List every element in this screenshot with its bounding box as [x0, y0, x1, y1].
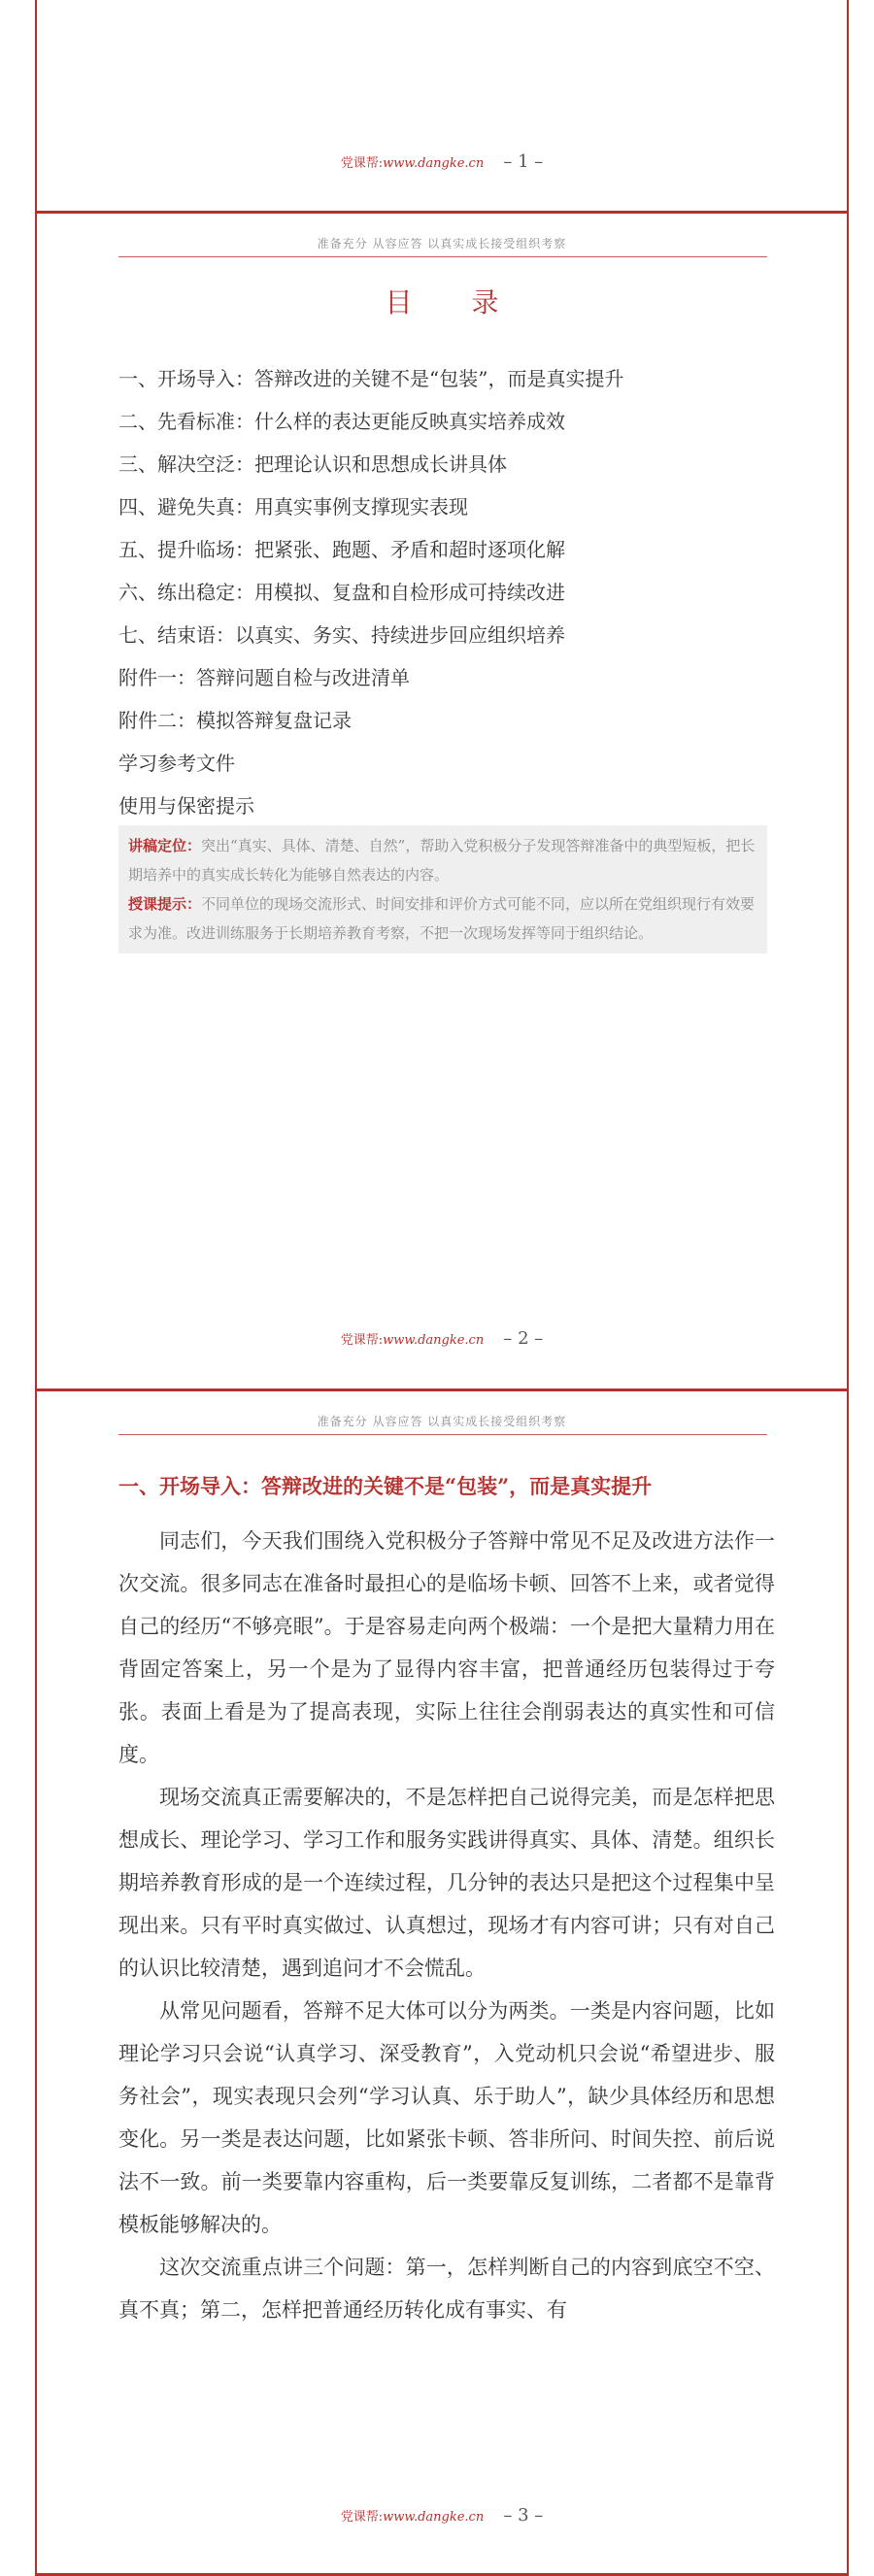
- page-number: – 3 –: [503, 2505, 544, 2526]
- body-paragraph: 这次交流重点讲三个问题：第一，怎样判断自己的内容到底空不空、真不真；第二，怎样把普通经历转化成有事实、有: [118, 2256, 775, 2322]
- site-url[interactable]: www.dangke.cn: [383, 2510, 485, 2525]
- note-teaching-tip: [128, 889, 757, 948]
- note-text: 突出“真实、具体、清楚、自然”，帮助入党积极分子发现答辩准备中的典型短板，把长期培养中的真实成长转化为能够自然表达的内容。: [128, 837, 756, 884]
- header-rule: [118, 256, 767, 257]
- page-footer: [37, 151, 847, 172]
- toc-item[interactable]: 学习参考文件: [118, 752, 235, 775]
- note-text: 不同单位的现场交流形式、时间安排和评价方式可能不同，应以所在党组织现行有效要求为准。改进训练服务于长期培养教育考察，不把一次现场发挥等同于组织结论。: [128, 895, 756, 942]
- page-number: – 2 –: [503, 1328, 544, 1349]
- body-paragraph: 同志们，今天我们围绕入党积极分子答辩中常见不足及改进方法作一次交流。很多同志在准备时最担心的是临场卡顿、回答不上来，或者觉得自己的经历“不够亮眼”。于是容易走向两个极端：一个是把大量精力用在背固定答案上，另一个是为了显得内容丰富，把普通经历包装得过于夸张。表面上看是为了提高表现，实际上往往会削弱表达的真实性和可信度。: [118, 1529, 775, 1766]
- page-1: [37, 0, 847, 211]
- body-paragraph: 从常见问题看，答辩不足大体可以分为两类。一类是内容问题，比如理论学习只会说“认真学习、深受教育”，入党动机只会说“希望进步、服务社会”，现实表现只会列“学习认真、乐于助人”，缺少具体经历和思想变化。另一类是表达问题，比如紧张卡顿、答非所问、时间失控、前后说法不一致。前一类要靠内容重构，后一类要靠反复训练，二者都不是靠背模板能够解决的。: [118, 1999, 775, 2236]
- note-key: 讲稿定位：: [128, 837, 202, 854]
- toc-item[interactable]: 六、练出稳定：用模拟、复盘和自检形成可持续改进: [118, 581, 565, 604]
- toc-item[interactable]: 三、解决空泛：把理论认识和思想成长讲具体: [118, 452, 507, 476]
- page-header: 准备充分 从容应答 以真实成长接受组织考察: [317, 237, 567, 251]
- page-footer: [37, 1328, 847, 1349]
- section-body: [118, 1520, 775, 2331]
- page-number: – 1 –: [503, 151, 544, 172]
- site-url[interactable]: www.dangke.cn: [383, 1333, 485, 1348]
- toc-item[interactable]: 五、提升临场：把紧张、跑题、矛盾和超时逐项化解: [118, 538, 565, 561]
- page-2: [37, 214, 847, 1388]
- site-url[interactable]: www.dangke.cn: [383, 156, 485, 171]
- toc-item[interactable]: 四、避免失真：用真实事例支撑现实表现: [118, 495, 468, 519]
- note-positioning: [128, 831, 757, 889]
- toc-item[interactable]: 使用与保密提示: [118, 794, 254, 818]
- page-header: 准备充分 从容应答 以真实成长接受组织考察: [317, 1415, 567, 1428]
- note-key: 授课提示：: [128, 895, 202, 913]
- toc-item[interactable]: 七、结束语：以真实、务实、持续进步回应组织培养: [118, 623, 565, 647]
- toc-item[interactable]: 一、开场导入：答辩改进的关键不是“包装”，而是真实提升: [118, 367, 624, 390]
- table-of-contents: [118, 357, 623, 827]
- toc-item[interactable]: 附件一：答辩问题自检与改进清单: [118, 666, 410, 689]
- toc-item[interactable]: 二、先看标准：什么样的表达更能反映真实培养成效: [118, 410, 565, 433]
- header-rule: [118, 1434, 767, 1435]
- section-title: 一、开场导入：答辩改进的关键不是“包装”，而是真实提升: [118, 1474, 653, 1498]
- site-label: 党课帮:: [340, 156, 384, 171]
- site-label: 党课帮:: [340, 2510, 384, 2525]
- page-footer: [37, 2505, 847, 2526]
- toc-item[interactable]: 附件二：模拟答辩复盘记录: [118, 709, 352, 732]
- page-3: [37, 1391, 847, 2576]
- toc-title: 目 录: [385, 286, 524, 318]
- right-border: [847, 0, 849, 2576]
- body-paragraph: 现场交流真正需要解决的，不是怎样把自己说得完美，而是怎样把思想成长、理论学习、学习工作和服务实践讲得真实、具体、清楚。组织长期培养教育形成的是一个连续过程，几分钟的表达只是把这个过程集中呈现出来。只有平时真实做过、认真想过，现场才有内容可讲；只有对自己的认识比较清楚，遇到追问才不会慌乱。: [118, 1786, 775, 1980]
- site-label: 党课帮:: [340, 1333, 384, 1348]
- note-box: [118, 825, 767, 953]
